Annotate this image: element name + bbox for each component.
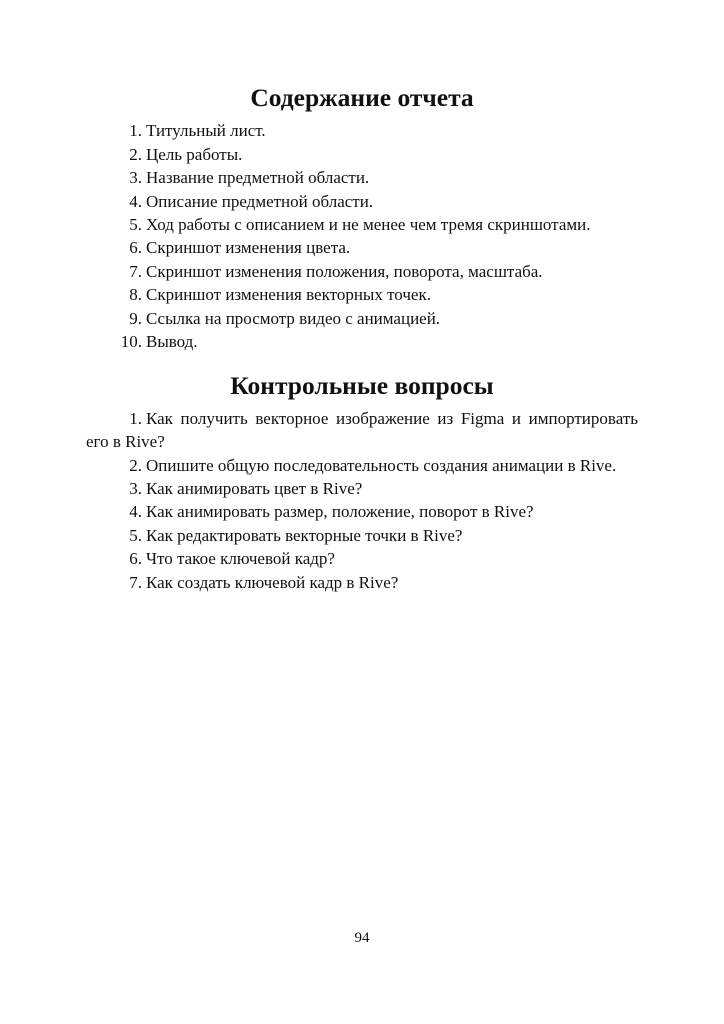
list-item-text: Скриншот изменения положения, поворота, масштаба. <box>146 261 543 281</box>
question-number: 4. <box>129 502 142 522</box>
question-item <box>86 454 638 477</box>
control-questions-list <box>86 407 638 594</box>
list-item-text: Титульный лист. <box>146 121 266 141</box>
list-item <box>86 330 638 353</box>
question-text: Как анимировать размер, положение, поворот в Rive? <box>146 502 534 522</box>
page-number: 94 <box>354 930 370 946</box>
list-item-text: Цель работы. <box>146 144 243 164</box>
list-item-text: Ссылка на просмотр видео с анимацией. <box>146 308 441 328</box>
question-item <box>86 547 638 570</box>
list-item-number: 4. <box>129 191 142 211</box>
question-item <box>86 477 638 500</box>
list-item-text: Вывод. <box>146 332 198 352</box>
question-item <box>86 407 638 454</box>
report-contents-heading: Содержание отчета <box>250 83 474 112</box>
list-item-number: 5. <box>129 215 142 235</box>
list-item <box>86 283 638 306</box>
question-number: 6. <box>129 549 142 569</box>
list-item-number: 7. <box>129 261 142 281</box>
list-item-text: Название предметной области. <box>146 168 370 188</box>
question-item <box>86 571 638 594</box>
question-item <box>86 524 638 547</box>
list-item-number: 2. <box>129 144 142 164</box>
list-item-text: Описание предметной области. <box>146 191 374 211</box>
question-text: Как анимировать цвет в Rive? <box>146 479 363 499</box>
list-item-number: 1. <box>129 121 142 141</box>
question-text: Как создать ключевой кадр в Rive? <box>146 572 399 592</box>
question-text: Опишите общую последовательность создания анимации в Rive. <box>146 455 617 475</box>
list-item-number: 10. <box>120 332 142 352</box>
list-item-number: 9. <box>129 308 142 328</box>
list-item <box>86 190 638 213</box>
list-item <box>86 213 638 236</box>
document-page <box>86 83 638 594</box>
list-item-text: Ход работы с описанием и не менее чем тремя скриншотами. <box>146 215 591 235</box>
question-text: Что такое ключевой кадр? <box>146 549 335 569</box>
list-item-text: Скриншот изменения векторных точек. <box>146 285 431 305</box>
list-item <box>86 166 638 189</box>
control-questions-heading: Контрольные вопросы <box>230 371 494 401</box>
question-number: 5. <box>129 525 142 545</box>
list-item <box>86 236 638 259</box>
question-number: 7. <box>129 572 142 592</box>
list-item-number: 6. <box>129 238 142 258</box>
list-item-text: Скриншот изменения цвета. <box>146 238 351 258</box>
question-number: 3. <box>129 479 142 499</box>
question-text: Как редактировать векторные точки в Rive? <box>146 525 463 545</box>
list-item <box>86 119 638 142</box>
question-item <box>86 500 638 523</box>
report-contents-list <box>86 119 638 353</box>
list-item-number: 3. <box>129 168 142 188</box>
list-item <box>86 143 638 166</box>
list-item <box>86 307 638 330</box>
list-item-number: 8. <box>129 285 142 305</box>
list-item <box>86 260 638 283</box>
question-number: 2. <box>129 455 142 475</box>
question-number: 1. <box>129 408 142 428</box>
question-text: Как получить векторное изображение из Figma и импортировать его в Rive? <box>86 408 638 452</box>
